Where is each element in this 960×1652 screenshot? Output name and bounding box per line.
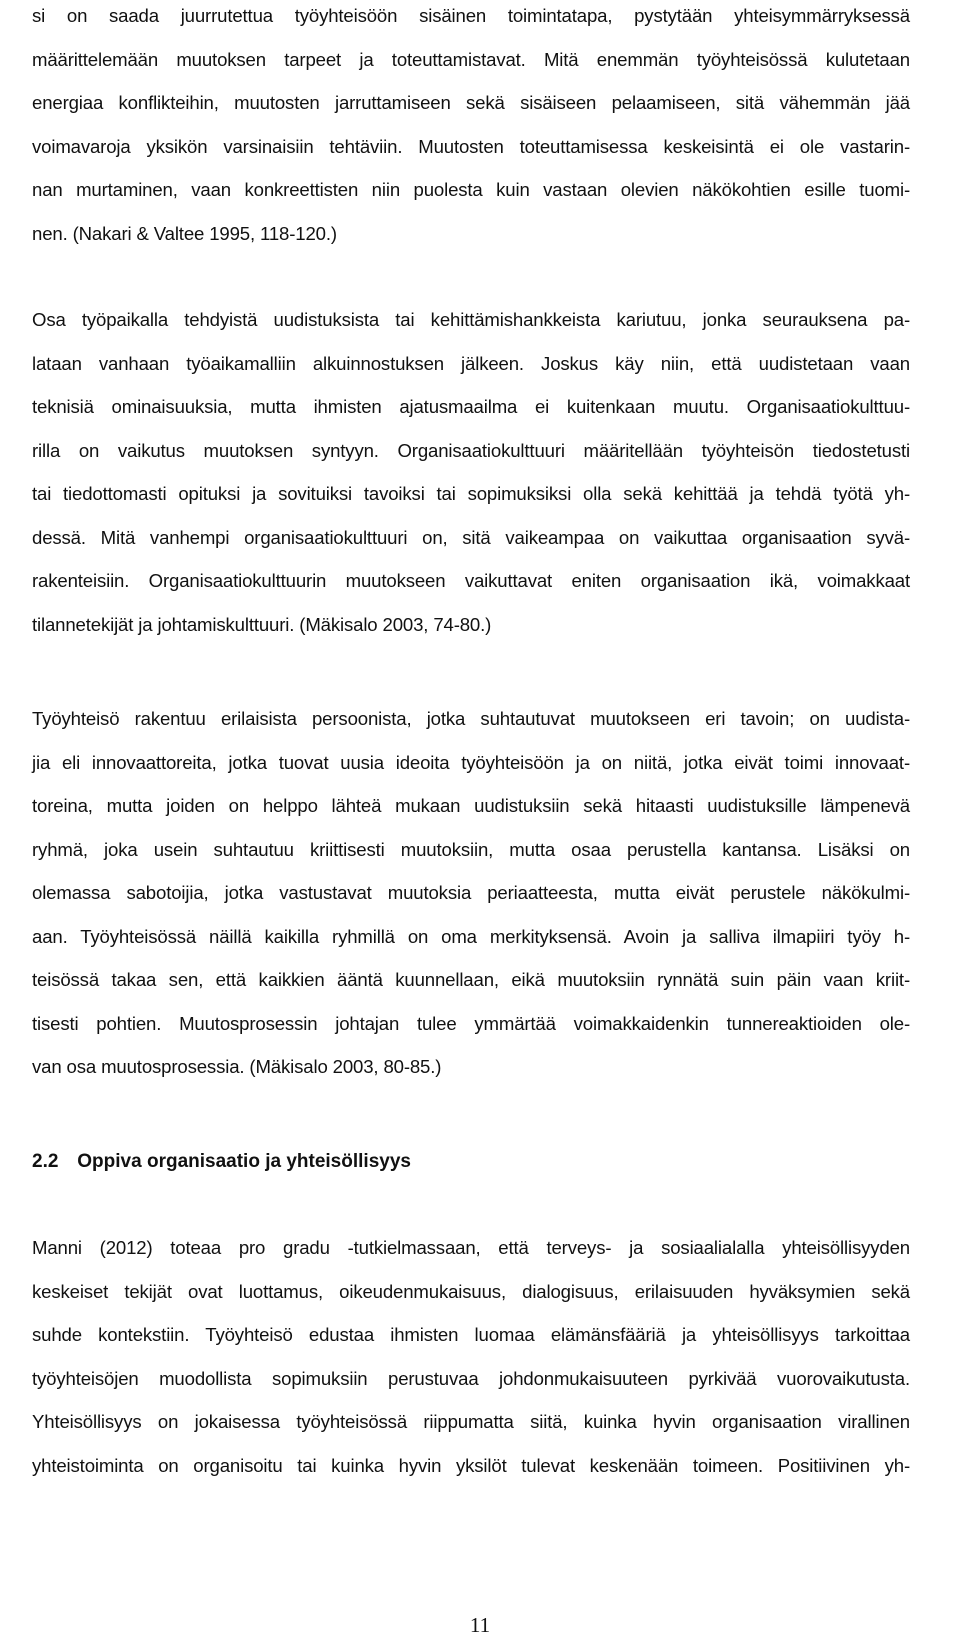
text-line: lataan vanhaan työaikamalliin alkuinnostuksen jälkeen. Joskus käy niin, että uudistetaan vaan bbox=[32, 352, 910, 374]
section-number: 2.2 bbox=[32, 1151, 59, 1172]
text-line: tisesti pohtien. Muutosprosessin johtajan tulee ymmärtää voimakkaidenkin tunnereaktioiden ole- bbox=[32, 1012, 910, 1034]
section-paragraph bbox=[32, 1226, 910, 1487]
text-line: olemassa sabotoijia, jotka vastustavat muutoksia periaatteesta, mutta eivät perustele näkökulmi- bbox=[32, 882, 910, 903]
text-line: nan murtaminen, vaan konkreettisten niin puolesta kuin vastaan olevien näkökohtien esille tuomi- bbox=[32, 179, 910, 200]
text-line: toreina, mutta joiden on helppo lähteä mukaan uudistuksiin sekä hitaasti uudistuksille lämpenevä bbox=[32, 795, 910, 816]
text-line: dessä. Mitä vanhempi organisaatiokulttuuri on, sitä vaikeampaa on vaikuttaa organisaation syvä- bbox=[32, 526, 910, 548]
text-line: rilla on vaikutus muutoksen syntyyn. Organisaatiokulttuuri määritellään työyhteisön tiedostetusti bbox=[32, 439, 910, 461]
text-line: teknisiä ominaisuuksia, mutta ihmisten ajatusmaailma ei kuitenkaan muutu. Organisaatiokulttuu- bbox=[32, 396, 910, 417]
text-line: rakenteisiin. Organisaatiokulttuurin muutokseen vaikuttavat eniten organisaation ikä, voimakkaat bbox=[32, 570, 910, 591]
text-line: Osa työpaikalla tehdyistä uudistuksista tai kehittämishankkeista kariutuu, jonka seurauksena pa- bbox=[32, 309, 910, 330]
paragraph-1 bbox=[32, 0, 910, 255]
paragraph-2 bbox=[32, 298, 910, 646]
text-line: Manni (2012) toteaa pro gradu -tutkielmassaan, että terveys- ja sosiaalialalla yhteisöllisyyden bbox=[32, 1237, 910, 1258]
text-line: yhteistoiminta on organisoitu tai kuinka hyvin yksilöt tulevat keskenään toimeen. Positiivinen yh- bbox=[32, 1454, 910, 1476]
text-line: van osa muutosprosessia. (Mäkisalo 2003, 80-85.) bbox=[32, 1056, 442, 1077]
text-line: si on saada juurrutettua työyhteisöön sisäinen toimintatapa, pystytään yhteisymmärryksessä bbox=[32, 5, 910, 26]
text-line: Yhteisöllisyys on jokaisessa työyhteisössä riippumatta siitä, kuinka hyvin organisaation virallinen bbox=[32, 1411, 910, 1432]
text-line: aan. Työyhteisössä näillä kaikilla ryhmillä on oma merkityksensä. Avoin ja salliva ilmapiiri työy h- bbox=[32, 925, 910, 947]
text-line: keskeiset tekijät ovat luottamus, oikeudenmukaisuus, dialogisuus, erilaisuuden hyväksymien sekä bbox=[32, 1280, 910, 1302]
page-number: 11 bbox=[469, 1613, 491, 1637]
section-heading bbox=[32, 1140, 411, 1184]
text-line: työyhteisöjen muodollista sopimuksiin perustuvaa johdonmukaisuuteen pyrkivää vuorovaikutusta. bbox=[32, 1367, 910, 1389]
text-line: energiaa konflikteihin, muutosten jarruttamiseen sekä sisäiseen pelaamiseen, sitä vähemmän jää bbox=[32, 92, 910, 113]
text-line: tilannetekijät ja johtamiskulttuuri. (Mäkisalo 2003, 74-80.) bbox=[32, 613, 492, 635]
text-line: suhde kontekstiin. Työyhteisö edustaa ihmisten luomaa elämänsfääriä ja yhteisöllisyys tarkoittaa bbox=[32, 1324, 910, 1345]
section-title: Oppiva organisaatio ja yhteisöllisyys bbox=[77, 1151, 411, 1172]
text-line: teisössä takaa sen, että kaikkien ääntä kuunnellaan, eikä muutoksiin rynnätä suin päin vaan kriit- bbox=[32, 969, 910, 990]
text-line: ryhmä, joka usein suhtautuu kriittisesti muutoksiin, mutta osaa perustella kantansa. Lisäksi on bbox=[32, 838, 910, 860]
text-line: määrittelemään muutoksen tarpeet ja toteuttamistavat. Mitä enemmän työyhteisössä kulutetaan bbox=[32, 48, 910, 70]
text-line: voimavaroja yksikön varsinaisiin tehtäviin. Muutosten toteuttamisessa keskeisintä ei ole vastarin- bbox=[32, 135, 910, 157]
text-line: nen. (Nakari & Valtee 1995, 118-120.) bbox=[32, 222, 337, 244]
text-line: jia eli innovaattoreita, jotka tuovat uusia ideoita työyhteisöön ja on niitä, jotka eivät toimi innovaat- bbox=[32, 751, 910, 773]
text-line: Työyhteisö rakentuu erilaisista persoonista, jotka suhtautuvat muutokseen eri tavoin; on uudista- bbox=[32, 708, 910, 729]
text-line: tai tiedottomasti opituksi ja sovituiksi tavoiksi tai sopimuksiksi olla sekä kehittää ja tehdä työtä yh- bbox=[32, 483, 910, 504]
paragraph-3 bbox=[32, 697, 910, 1089]
